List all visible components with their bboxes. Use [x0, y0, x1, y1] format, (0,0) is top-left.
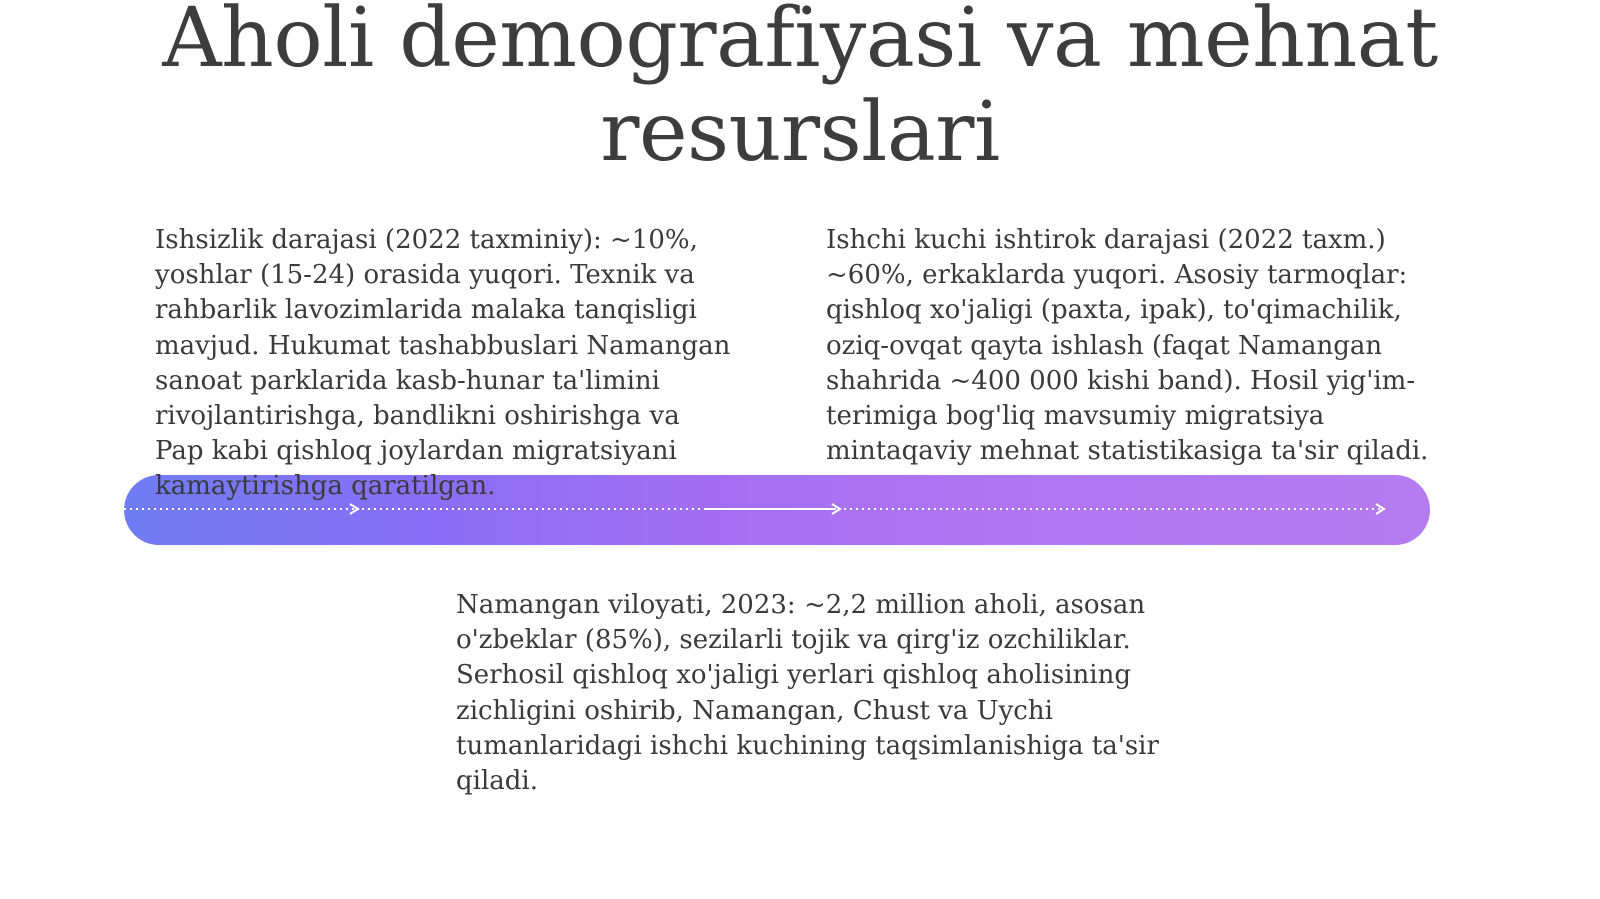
labor-participation-text: Ishchi kuchi ishtirok darajasi (2022 taxm.) ~60%, erkaklarda yuqori. Asosiy tarmoqlar: qishloq xo'jaligi (paxta, ipak), to'qimachilik, oziq-ovqat qayta ishlash (faqat Namangan shahrida ~400 000 kishi band). Hosil yig'im-terimiga bog'liq mavsumiy migratsiya mintaqaviy mehnat statistikasiga ta'sir qiladi. — [826, 225, 1429, 467]
slide-title: Aholi demografiyasi va mehnat resurslari — [162, 0, 1438, 180]
population-text: Namangan viloyati, 2023: ~2,2 million aholi, asosan o'zbeklar (85%), sezilarli tojik va qirg'iz ozchiliklar. Serhosil qishloq xo'jaligi yerlari qishloq aholisining zichligini oshirib, Namangan, Chust va Uychi tumanlaridagi ishchi kuchining taqsimlanishiga ta'sir qiladi. — [456, 590, 1159, 797]
unemployment-text: Ishsizlik darajasi (2022 taxminiy): ~10%, yoshlar (15-24) orasida yuqori. Texnik va rahbarlik lavozimlarida malaka tanqisligi mavjud. Hukumat tashabbuslari Namangan sanoat parklarida kasb-hunar ta'limini rivojlantirishga, bandlikni oshirishga va Pap kabi qishloq joylardan migratsiyani kamaytirishga qaratilgan. — [155, 225, 731, 502]
